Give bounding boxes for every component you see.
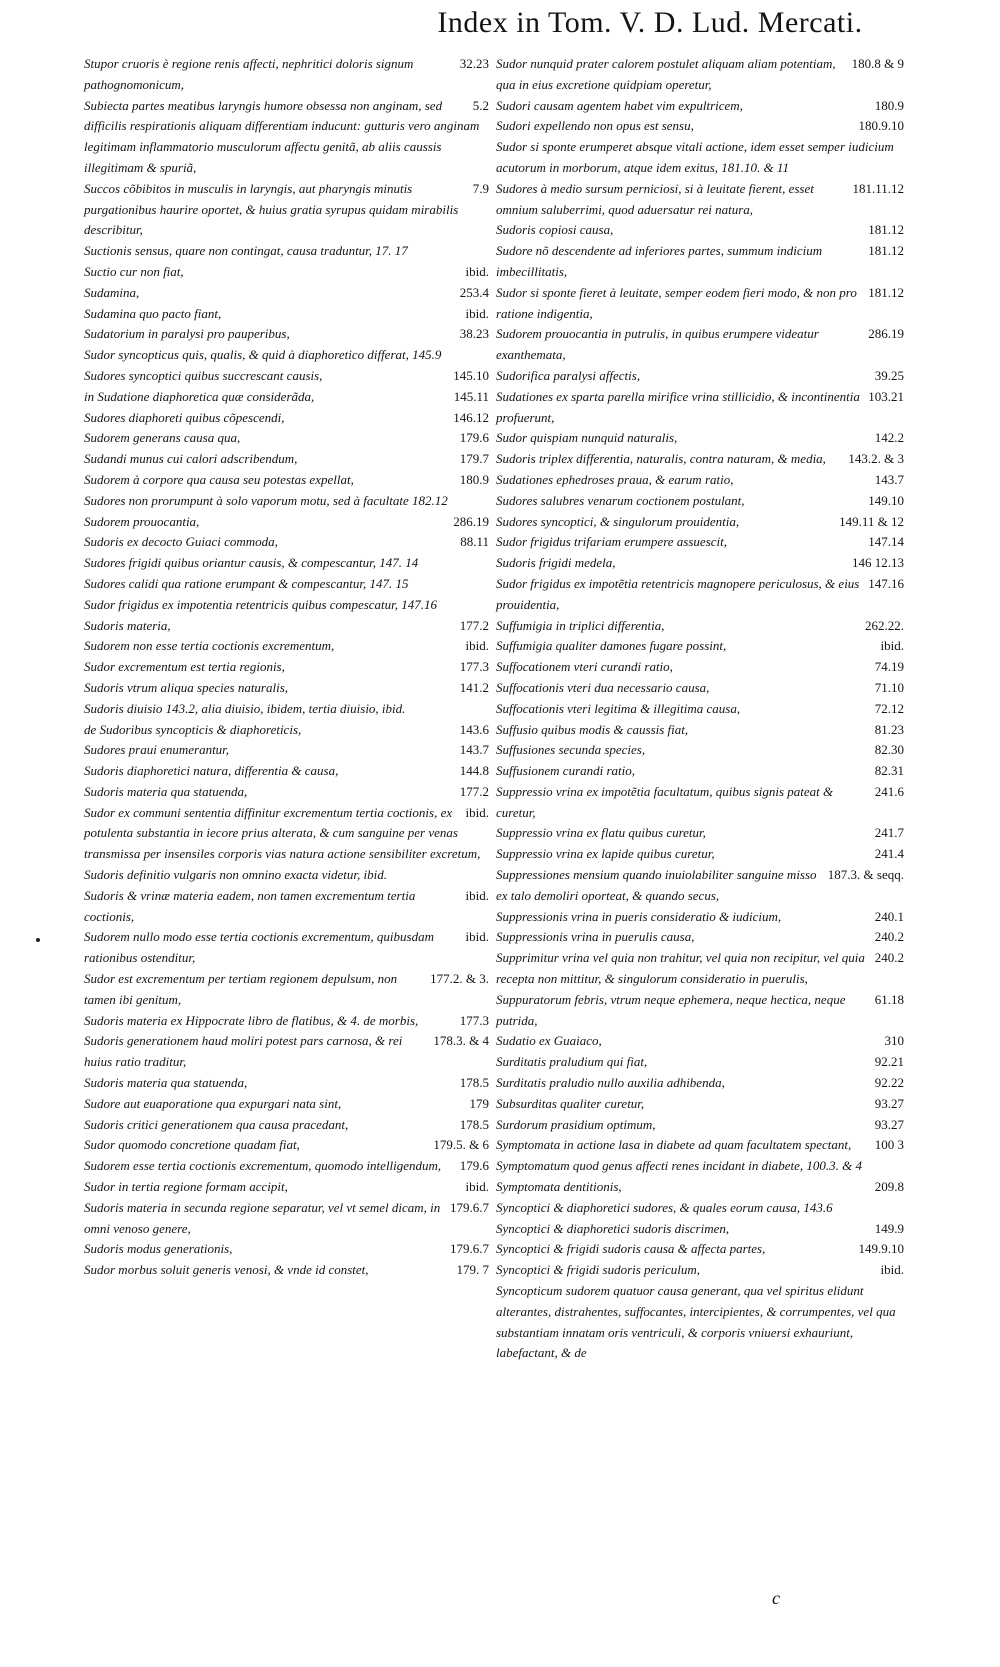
entry-page-ref: 5.2 [472, 97, 489, 113]
index-entry [496, 1239, 904, 1260]
entry-page-ref: ibid. [465, 804, 489, 820]
index-entry [496, 387, 904, 429]
entry-text: Sudor quomodo concretione quadam fiat, [84, 1137, 300, 1153]
entry-page-ref: 149.9.10 [858, 1241, 904, 1257]
entry-text: Suppuratorum febris, vtrum neque ephemera, neque hectica, neque putrida, [496, 991, 846, 1028]
entry-page-ref: 178.3. & 4 [433, 1033, 489, 1049]
index-entry [496, 283, 904, 325]
index-entry [496, 636, 904, 657]
entry-text: Sudatio ex Guaiaco, [496, 1033, 602, 1049]
entry-text: Subiecta partes meatibus laryngis humore obsessa non anginam, sed difficilis respirationis aliquam differentiam inducunt: gutturis vero anginam legitimam inflammatorio musculorum affectu genitã, ab aliis caussis illegitimam & spuriã, [84, 97, 480, 175]
entry-page-ref: 241.6 [874, 783, 904, 799]
entry-text: Sudor morbus soluit generis venosi, & vnde id constet, [84, 1262, 369, 1278]
entry-text: Supprimitur vrina vel quia non trahitur, vel quia non recipitur, vel quia recepta non mittitur, & singulorum consideratio in puerulis, [496, 950, 865, 987]
entry-page-ref: 179.5. & 6 [433, 1137, 489, 1153]
entry-page-ref: 179. 7 [456, 1262, 489, 1278]
entry-page-ref: 179.6.7 [450, 1241, 489, 1257]
entry-page-ref: 142.2 [874, 430, 904, 446]
entry-page-ref: 149.9 [874, 1220, 904, 1236]
entry-text: Surditatis praludium qui fiat, [496, 1054, 648, 1070]
entry-text: Sudoris modus generationis, [84, 1241, 233, 1257]
entry-text: de Sudoribus syncopticis & diaphoreticis, [84, 721, 302, 737]
entry-text: Suppressiones mensium quando inuiolabiliter sanguine misso ex talo demoliri oporteat, & quando secus, [496, 867, 817, 903]
entry-page-ref: 7.9 [472, 180, 489, 196]
index-entry [84, 324, 489, 345]
entry-page-ref: 81.23 [874, 721, 904, 737]
index-entry [496, 428, 904, 449]
index-entry [84, 345, 489, 366]
index-entry [496, 761, 904, 782]
entry-page-ref: 145.11 [453, 388, 489, 404]
index-entry [84, 241, 489, 262]
index-entry [496, 1094, 904, 1115]
entry-page-ref: 177.3 [459, 1012, 489, 1028]
index-entry [496, 865, 904, 907]
entry-text: Sudor frigidus trifariam erumpere assuescit, [496, 534, 727, 550]
index-entry [84, 54, 489, 96]
entry-page-ref: 180.9.10 [858, 118, 904, 134]
entry-text: Sudoris definitio vulgaris non omnino exacta videtur, ibid. [84, 867, 387, 883]
index-entry [496, 449, 904, 470]
index-entry [496, 241, 904, 283]
entry-text: Sudores syncoptici quibus succrescant causis, [84, 367, 323, 383]
index-entry [496, 137, 904, 179]
index-entry [496, 907, 904, 928]
index-entry [84, 283, 489, 304]
index-entry [84, 886, 489, 928]
entry-text: Suppressio vrina ex impotẽtia facultatum, quibus signis pateat & curetur, [496, 783, 834, 820]
entry-page-ref: ibid. [465, 638, 489, 654]
entry-page-ref: 177.3 [459, 659, 489, 675]
index-entry [84, 699, 489, 720]
index-entry [84, 532, 489, 553]
index-entry [496, 1156, 904, 1177]
entry-text: Sudores frigidi quibus oriantur causis, & compescantur, 147. 14 [84, 555, 419, 571]
entry-text: Sudores salubres venarum coctionem postulant, [496, 492, 745, 508]
index-entry [496, 678, 904, 699]
entry-text: Syncoptici & diaphoretici sudores, & quales eorum causa, 143.6 [496, 1199, 833, 1215]
index-entry [84, 553, 489, 574]
entry-text: Sudoris diaphoretici natura, differentia & causa, [84, 763, 339, 779]
entry-text: Sudandi munus cui calori adscribendum, [84, 451, 298, 467]
entry-text: Sudoris materia qua statuenda, [84, 783, 248, 799]
entry-text: Sudore nõ descendente ad inferiores partes, summum indicium imbecillitatis, [496, 243, 823, 279]
index-entry [496, 782, 904, 824]
entry-page-ref: 143.7 [459, 742, 489, 758]
entry-page-ref: 92.21 [874, 1054, 904, 1070]
index-entry [496, 574, 904, 616]
index-entry [84, 636, 489, 657]
index-entry [84, 927, 489, 969]
index-entry [84, 428, 489, 449]
entry-page-ref: 177.2 [459, 617, 489, 633]
entry-page-ref: ibid. [465, 305, 489, 321]
entry-page-ref: 181.11.12 [852, 180, 904, 196]
entry-text: Sudoris generationem haud moliri potest pars carnosa, & rei huius ratio traditur, [84, 1033, 403, 1070]
index-entry [84, 761, 489, 782]
entry-page-ref: ibid. [880, 1262, 904, 1278]
entry-text: Syncoptici & diaphoretici sudoris discrimen, [496, 1220, 730, 1236]
entry-text: Sudor nunquid prater calorem postulet aliquam aliam potentiam, qua in eius excretione quidpiam operetur, [496, 56, 836, 92]
entry-text: Sudor in tertia regione formam accipit, [84, 1179, 288, 1195]
entry-text: Suffumigia qualiter damones fugare possint, [496, 638, 727, 654]
entry-text: Sudatorium in paralysi pro pauperibus, [84, 326, 290, 342]
entry-text: Sudores praui enumerantur, [84, 742, 230, 758]
index-entry [496, 553, 904, 574]
index-entry [496, 470, 904, 491]
index-entry [84, 366, 489, 387]
entry-text: Sudoris materia qua statuenda, [84, 1075, 248, 1091]
index-entry [496, 220, 904, 241]
index-entry [84, 262, 489, 283]
entry-text: Sudore aut euaporatione qua expurgari nata sint, [84, 1095, 342, 1111]
index-entry [84, 96, 489, 179]
index-entry [496, 844, 904, 865]
entry-page-ref: 241.7 [874, 825, 904, 841]
entry-page-ref: 74.19 [874, 659, 904, 675]
entry-page-ref: 141.2 [459, 679, 489, 695]
entry-page-ref: 240.2 [874, 929, 904, 945]
entry-page-ref: 149.11 & 12 [839, 513, 904, 529]
entry-text: Sudoris materia ex Hippocrate libro de flatibus, & 4. de morbis, [84, 1012, 419, 1028]
index-entry [84, 408, 489, 429]
entry-text: Sudorifica paralysi affectis, [496, 367, 641, 383]
entry-text: Sudationes ephedroses praua, & earum ratio, [496, 471, 734, 487]
entry-text: Sudoris diuisio 143.2, alia diuisio, ibidem, tertia diuisio, ibid. [84, 700, 406, 716]
entry-text: Sudori expellendo non opus est sensu, [496, 118, 694, 134]
index-entry [84, 1156, 489, 1177]
index-entry [84, 1073, 489, 1094]
entry-page-ref: 253.4 [459, 284, 489, 300]
index-entry [496, 990, 904, 1032]
entry-page-ref: 147.14 [868, 534, 904, 550]
index-entry [496, 512, 904, 533]
entry-text: Sudor excrementum est tertia regionis, [84, 659, 285, 675]
entry-page-ref: 145.10 [453, 367, 489, 383]
index-entry [496, 1115, 904, 1136]
entry-text: Stupor cruoris è regione renis affecti, nephritici doloris signum pathognomonicum, [84, 56, 414, 92]
entry-page-ref: 180.9 [459, 471, 489, 487]
index-entry [496, 1073, 904, 1094]
entry-text: Sudor syncopticus quis, qualis, & quid à diaphoretico differat, 145.9 [84, 347, 442, 363]
signature-mark: c [772, 1588, 780, 1608]
entry-page-ref: 144.8 [459, 763, 489, 779]
entry-page-ref: 32.23 [459, 56, 489, 71]
entry-page-ref: 61.18 [874, 991, 904, 1007]
entry-page-ref: 179 [469, 1095, 489, 1111]
entry-text: Suffusiones secunda species, [496, 742, 646, 758]
index-entry [496, 927, 904, 948]
entry-text: Sudoris frigidi medela, [496, 555, 616, 571]
entry-page-ref: 179.6 [459, 430, 489, 446]
index-entry [84, 1260, 489, 1281]
index-entry [496, 1031, 904, 1052]
entry-text: Succos cõbibitos in musculis in laryngis, aut pharyngis minutis purgationibus haurire oportet, & huius gratia syrupus quidam mirabilis describitur, [84, 180, 459, 238]
entry-text: Suffusio quibus modis & caussis fiat, [496, 721, 689, 737]
index-entry [496, 1198, 904, 1219]
index-entry [496, 179, 904, 221]
index-entry [496, 324, 904, 366]
index-entry [84, 574, 489, 595]
entry-page-ref: 72.12 [874, 700, 904, 716]
index-entry [84, 387, 489, 408]
index-entry [84, 1135, 489, 1156]
entry-page-ref: 180.8 & 9 [851, 56, 904, 71]
entry-text: Sudationes ex sparta parella mirifice vrina stillicidio, & incontinentia profuerunt, [496, 388, 860, 425]
entry-page-ref: 103.21 [868, 388, 904, 404]
left-column [84, 54, 489, 1281]
entry-page-ref: 240.1 [874, 908, 904, 924]
entry-text: Sudoris triplex differentia, naturalis, contra naturam, & media, [496, 451, 826, 467]
entry-page-ref: ibid. [465, 263, 489, 279]
entry-text: Sudoris critici generationem qua causa pracedant, [84, 1116, 349, 1132]
entry-text: Suffocationis vteri legitima & illegitima causa, [496, 700, 741, 716]
index-entry [84, 1031, 489, 1073]
entry-text: Sudoris materia in secunda regione separatur, vel vt semel dicam, in omni venoso genere, [84, 1199, 441, 1236]
index-entry [84, 1198, 489, 1240]
entry-text: Sudor frigidus ex impotentia retentricis quibus compescatur, 147.16 [84, 596, 438, 612]
entry-page-ref: 262.22. [865, 617, 904, 633]
entry-text: Sudorem generans causa qua, [84, 430, 241, 446]
entry-page-ref: 82.31 [874, 763, 904, 779]
entry-page-ref: 71.10 [874, 679, 904, 695]
index-entry [84, 1239, 489, 1260]
index-entry [496, 699, 904, 720]
index-entry [84, 740, 489, 761]
entry-page-ref: 143.2. & 3 [848, 451, 904, 467]
index-entry [84, 865, 489, 886]
entry-page-ref: 149.10 [868, 492, 904, 508]
page-title [0, 6, 1000, 40]
index-entry [84, 657, 489, 678]
entry-text: Sudor ex communi sententia diffinitur excrementum tertia coctionis, ex potulenta substantia in iecore prius alterata, & cum sanguine per venas transmissa per insensiles corporis vias natura actione sensibiliter excretum, [84, 804, 481, 862]
entry-text: Suffusionem curandi ratio, [496, 763, 636, 779]
entry-text: in Sudatione diaphoretica quæ considerãda, [84, 388, 315, 404]
index-entry [84, 449, 489, 470]
index-entry [496, 532, 904, 553]
entry-page-ref: 88.11 [460, 534, 489, 550]
entry-text: Suppressionis vrina in puerulis causa, [496, 929, 695, 945]
entry-page-ref: 39.25 [874, 367, 904, 383]
entry-page-ref: 310 [884, 1033, 904, 1049]
index-entry [84, 616, 489, 637]
entry-text: Sudoris & vrinæ materia eadem, non tamen excrementum tertia coctionis, [84, 887, 416, 924]
entry-text: Sudores syncoptici, & singulorum prouidentia, [496, 513, 740, 529]
entry-text: Sudoris copiosi causa, [496, 222, 614, 238]
index-entry [84, 969, 489, 1011]
entry-text: Sudores diaphoreti quibus cõpescendi, [84, 409, 285, 425]
index-entry [84, 678, 489, 699]
entry-text: Symptomata in actione lasa in diabete ad quam facultatem spectant, [496, 1137, 852, 1153]
index-entry [496, 96, 904, 117]
index-entry [496, 948, 904, 990]
entry-page-ref: 240.2 [874, 950, 904, 966]
entry-text: Surdorum prasidium optimum, [496, 1116, 656, 1132]
index-entry [496, 720, 904, 741]
index-entry [84, 304, 489, 325]
index-entry [496, 491, 904, 512]
entry-text: Suctionis sensus, quare non contingat, causa traduntur, 17. 17 [84, 243, 408, 259]
entry-page-ref: 93.27 [874, 1095, 904, 1111]
index-entry [84, 512, 489, 533]
entry-text: Sudorem à corpore qua causa seu potestas expellat, [84, 471, 354, 487]
entry-page-ref: 38.23 [459, 326, 489, 342]
index-entry [496, 366, 904, 387]
entry-text: Sudores à medio sursum perniciosi, si à leuitate fierent, esset omnium saluberrimi, quod aduersatur rei natura, [496, 180, 814, 217]
entry-text: Symptomata dentitionis, [496, 1179, 622, 1195]
index-entry [496, 116, 904, 137]
index-entry [84, 179, 489, 241]
entry-page-ref: 93.27 [874, 1116, 904, 1132]
entry-page-ref: 209.8 [874, 1179, 904, 1195]
entry-page-ref: 178.5 [459, 1075, 489, 1091]
entry-text: Sudamina quo pacto fiant, [84, 305, 222, 321]
entry-text: Suppressio vrina ex flatu quibus curetur, [496, 825, 706, 841]
index-entry [496, 823, 904, 844]
entry-text: Suffumigia in triplici differentia, [496, 617, 665, 633]
index-entry [496, 1219, 904, 1240]
entry-page-ref: ibid. [465, 887, 489, 903]
entry-text: Suppressio vrina ex lapide quibus curetur, [496, 846, 715, 862]
entry-text: Subsurditas qualiter curetur, [496, 1095, 645, 1111]
entry-page-ref: 181.12 [868, 222, 904, 238]
index-entry [84, 470, 489, 491]
entry-page-ref: 181.12 [868, 243, 904, 259]
entry-page-ref: 179.6 [459, 1158, 489, 1174]
entry-text: Suffocationis vteri dua necessario causa, [496, 679, 710, 695]
entry-page-ref: ibid. [465, 929, 489, 945]
entry-text: Syncoptici & frigidi sudoris causa & affecta partes, [496, 1241, 766, 1257]
entry-text: Symptomatum quod genus affecti renes incidant in diabete, 100.3. & 4 [496, 1158, 862, 1174]
entry-page-ref: 180.9 [874, 97, 904, 113]
entry-text: Sudorem non esse tertia coctionis excrementum, [84, 638, 335, 654]
entry-text: Sudoris materia, [84, 617, 171, 633]
index-entry [496, 616, 904, 637]
entry-text: Sudori causam agentem habet vim expultricem, [496, 97, 743, 113]
index-entry [496, 1260, 904, 1281]
index-entry [84, 803, 489, 865]
entry-page-ref: 241.4 [874, 846, 904, 862]
entry-text: Suffocationem vteri curandi ratio, [496, 659, 673, 675]
index-entry [496, 54, 904, 96]
entry-text: Sudores non prorumpunt à solo vaporum motu, sed à facultate 182.12 [84, 492, 448, 508]
entry-page-ref: 178.5 [459, 1116, 489, 1132]
index-entry [496, 1281, 904, 1364]
entry-text: Sudor est excrementum per tertiam regionem depulsum, non tamen ibi genitum, [84, 971, 398, 1007]
entry-text: Sudorem prouocantia, [84, 513, 200, 529]
index-entry [84, 1011, 489, 1032]
entry-page-ref: ibid. [465, 1179, 489, 1195]
entry-text: Sudorem esse tertia coctionis excrementum, quomodo intelligendum, [84, 1158, 442, 1174]
entry-text: Suctio cur non fiat, [84, 263, 184, 279]
entry-page-ref: 100 3 [874, 1137, 904, 1153]
entry-text: Sudor frigidus ex impotẽtia retentricis magnopere periculosus, & eius prouidentia, [496, 575, 860, 612]
entry-page-ref: 146.12 [453, 409, 489, 425]
entry-text: Sudorem nullo modo esse tertia coctionis excrementum, quibusdam rationibus ostenditur, [84, 929, 434, 966]
entry-page-ref: 177.2. & 3. [430, 971, 489, 987]
entry-text: Sudoris ex decocto Guiaci commoda, [84, 534, 278, 550]
index-entry [84, 720, 489, 741]
entry-page-ref: ibid. [880, 638, 904, 654]
entry-text: Sudor si sponte erumperet absque vitali actione, idem esset semper iudicium acutorum in morborum, atque idem exitus, 181.10. & 11 [496, 139, 894, 175]
index-entry [496, 740, 904, 761]
entry-text: Sudoris vtrum aliqua species naturalis, [84, 679, 289, 695]
entry-page-ref: 179.6.7 [450, 1199, 489, 1215]
entry-page-ref: 181.12 [868, 284, 904, 300]
entry-page-ref: 143.6 [459, 721, 489, 737]
entry-text: Sudor si sponte fieret à leuitate, semper eodem fieri modo, & non pro ratione indigentia, [496, 284, 857, 321]
index-entry [84, 491, 489, 512]
entry-page-ref: 82.30 [874, 742, 904, 758]
entry-text: Syncopticum sudorem quatuor causa generant, qua vel spiritus elidunt alterantes, distrahentes, suffocantes, intercipientes, & corrumpentes, vel qua substantiam innatam oris ventriculi, & corporis vniuersi exhauriunt, labefactant, & de [496, 1283, 896, 1361]
entry-text: Surditatis praludio nullo auxilia adhibenda, [496, 1075, 725, 1091]
entry-page-ref: 286.19 [868, 326, 904, 342]
entry-text: Suppressionis vrina in pueris consideratio & iudicium, [496, 908, 782, 924]
index-entry [84, 1115, 489, 1136]
entry-text: Sudorem prouocantia in putrulis, in quibus erumpere videatur exanthemata, [496, 326, 819, 363]
entry-page-ref: 286.19 [453, 513, 489, 529]
entry-text: Syncoptici & frigidi sudoris periculum, [496, 1262, 701, 1278]
entry-page-ref: 179.7 [459, 451, 489, 467]
index-entry [496, 657, 904, 678]
index-entry [84, 1094, 489, 1115]
index-entry [84, 595, 489, 616]
entry-page-ref: 146 12.13 [852, 555, 904, 571]
entry-page-ref: 92.22 [874, 1075, 904, 1091]
right-column [496, 54, 904, 1364]
entry-text: Sudamina, [84, 284, 140, 300]
entry-page-ref: 187.3. & seqq. [827, 867, 904, 883]
margin-dot [36, 938, 40, 942]
entry-page-ref: 147.16 [868, 575, 904, 591]
entry-text: Sudor quispiam nunquid naturalis, [496, 430, 678, 446]
index-entry [496, 1135, 904, 1156]
entry-page-ref: 143.7 [874, 471, 904, 487]
page-title-text: Index in Tom. V. D. Lud. Mercati. [437, 6, 863, 39]
index-entry [84, 782, 489, 803]
entry-page-ref: 177.2 [459, 783, 489, 799]
index-entry [496, 1052, 904, 1073]
entry-text: Sudores calidi qua ratione erumpant & compescantur, 147. 15 [84, 575, 409, 591]
index-entry [496, 1177, 904, 1198]
index-entry [84, 1177, 489, 1198]
